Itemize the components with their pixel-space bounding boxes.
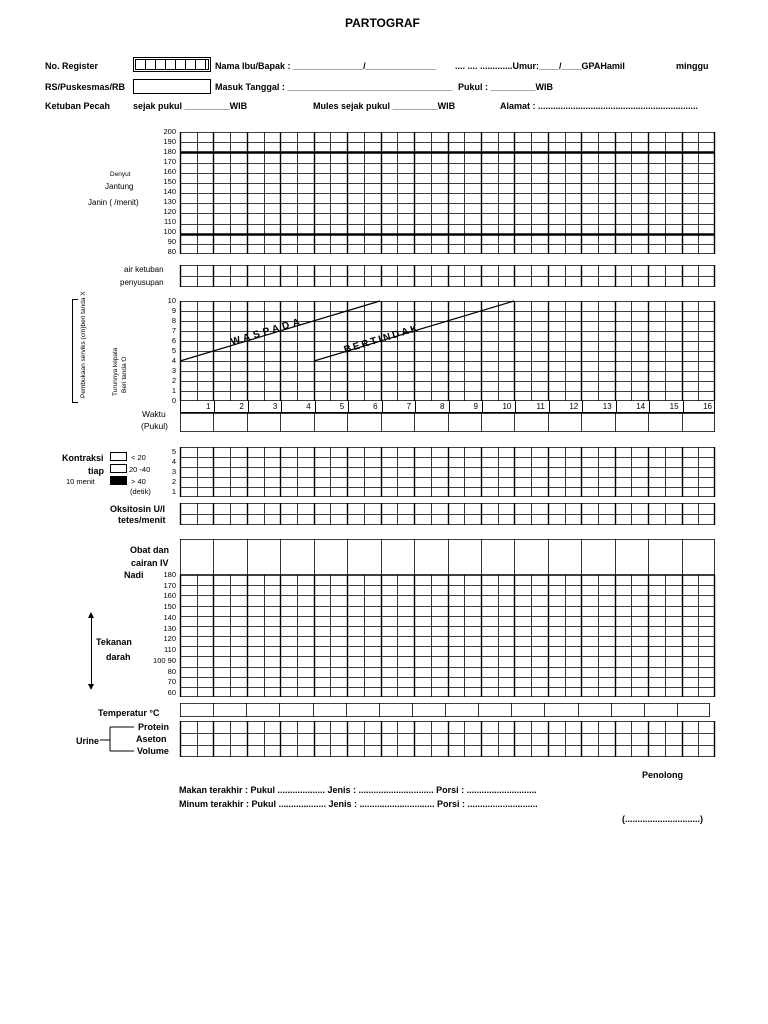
tetes-label: tetes/menit bbox=[118, 515, 166, 525]
penyusupan-label: penyusupan bbox=[120, 278, 164, 287]
axis-tick-label: 90 bbox=[167, 237, 176, 246]
pukul-field[interactable]: Pukul : _________WIB bbox=[458, 82, 554, 92]
arrow-up bbox=[88, 612, 94, 618]
axis-tick-label: 9 bbox=[171, 306, 176, 315]
djj-grid[interactable] bbox=[180, 132, 715, 254]
hour-label: 11 bbox=[536, 402, 545, 411]
sepuluh-menit-label: 10 menit bbox=[66, 477, 95, 486]
legend-20-40: 20 -40 bbox=[129, 465, 151, 474]
waktu-grid[interactable] bbox=[180, 413, 715, 432]
legend-detik: (detik) bbox=[130, 487, 151, 496]
bertindak-text: BERTINDAK bbox=[342, 322, 422, 356]
axis-tick-label: 190 bbox=[163, 137, 176, 146]
axis-tick-label: 150 bbox=[163, 602, 176, 612]
cairan-label: cairan IV bbox=[131, 558, 169, 568]
kontraksi-grid[interactable] bbox=[180, 447, 715, 497]
hour-label: 7 bbox=[406, 402, 412, 411]
axis-tick-label: 140 bbox=[163, 187, 176, 196]
air-ketuban-label: air ketuban bbox=[124, 265, 164, 274]
urine-bracket bbox=[100, 724, 136, 754]
hour-label: 16 bbox=[703, 402, 712, 411]
rs-box[interactable] bbox=[133, 79, 211, 94]
beri-tanda-o-vlabel: Beri tanda O bbox=[121, 356, 128, 393]
register-box[interactable] bbox=[133, 57, 211, 72]
hour-label: 15 bbox=[669, 402, 679, 411]
oksitosin-label: Oksitosin U/I bbox=[110, 504, 166, 514]
axis-tick-label: 7 bbox=[171, 326, 176, 335]
axis-tick-label: 1 bbox=[171, 386, 176, 395]
ketuban-pecah-label: Ketuban Pecah bbox=[45, 101, 111, 111]
protein-label: Protein bbox=[138, 722, 170, 732]
legend-under-20-box bbox=[110, 452, 127, 461]
axis-tick-label: 6 bbox=[171, 336, 176, 345]
rs-label: RS/Puskesmas/RB bbox=[45, 82, 126, 92]
legend-20-40-box bbox=[110, 464, 127, 473]
axis-tick-label: 120 bbox=[163, 634, 176, 644]
axis-tick-label: 100 bbox=[163, 227, 176, 236]
hour-label: 8 bbox=[440, 402, 445, 411]
hour-label: 4 bbox=[306, 402, 311, 411]
umur-field[interactable]: .... .... .............Umur:____/____GPAHamil bbox=[455, 61, 625, 71]
axis-tick-label: 180 bbox=[163, 147, 176, 156]
axis-tick-label: 140 bbox=[163, 612, 176, 622]
nadi-label: Nadi bbox=[124, 570, 144, 580]
axis-tick-label: 5 bbox=[171, 447, 176, 456]
djj-label-1: Denyut bbox=[110, 171, 131, 178]
action-lines bbox=[180, 301, 715, 401]
hour-label: 5 bbox=[339, 402, 345, 411]
hour-label: 6 bbox=[373, 402, 378, 411]
kontraksi-label: Kontraksi bbox=[62, 453, 104, 463]
no-register-label: No. Register bbox=[45, 61, 99, 71]
sejak-pukul-field[interactable]: sejak pukul _________WIB bbox=[133, 101, 248, 111]
legend-over-40: > 40 bbox=[131, 477, 146, 486]
axis-tick-label: 70 bbox=[167, 677, 176, 687]
axis-tick-label: 80 bbox=[167, 666, 176, 676]
pembukaan-serviks-vlabel: Pembukaan serviks (cm)beri tanda X bbox=[80, 291, 87, 398]
obat-grid[interactable] bbox=[180, 539, 715, 575]
axis-tick-label: 5 bbox=[171, 346, 176, 355]
volume-label: Volume bbox=[137, 746, 169, 756]
hours-row bbox=[180, 401, 715, 413]
urine-label: Urine bbox=[76, 736, 100, 746]
axis-tick-label: 110 bbox=[164, 217, 176, 226]
ketuban-grid[interactable] bbox=[180, 265, 715, 287]
nama-ibu-field[interactable]: Nama Ibu/Bapak : ______________/______________ bbox=[215, 61, 436, 71]
aseton-label: Aseton bbox=[136, 734, 167, 744]
axis-tick-label: 110 bbox=[164, 645, 176, 655]
urine-grid[interactable] bbox=[180, 721, 715, 757]
axis-tick-label: 3 bbox=[171, 366, 176, 375]
darah-label: darah bbox=[106, 652, 131, 662]
serviks-bracket bbox=[72, 299, 78, 403]
axis-tick-label: 4 bbox=[171, 356, 176, 365]
legend-under-20: < 20 bbox=[131, 453, 146, 462]
hour-label: 9 bbox=[473, 402, 478, 411]
axis-tick-label: 150 bbox=[163, 177, 176, 186]
waspada-text: WASPADA bbox=[229, 315, 305, 348]
axis-tick-label: 4 bbox=[171, 457, 176, 466]
tekanan-label: Tekanan bbox=[96, 637, 132, 647]
oksitosin-grid[interactable] bbox=[180, 503, 715, 525]
minggu-label: minggu bbox=[676, 61, 709, 71]
page-title: PARTOGRAF bbox=[345, 16, 420, 30]
djj-label-3: Janin ( /menit) bbox=[88, 198, 139, 207]
alamat-field[interactable]: Alamat : ................................................................ bbox=[500, 101, 699, 111]
axis-tick-label: 130 bbox=[163, 623, 176, 633]
axis-tick-label: 170 bbox=[163, 157, 176, 166]
axis-tick-label: 160 bbox=[163, 167, 176, 176]
axis-tick-label: 180 bbox=[163, 570, 176, 579]
djj-label-2: Jantung bbox=[105, 182, 134, 191]
axis-tick-label: 3 bbox=[171, 467, 176, 476]
hour-label: 2 bbox=[239, 402, 244, 411]
axis-tick-label: 8 bbox=[171, 316, 176, 325]
tiap-label: tiap bbox=[88, 466, 105, 476]
minum-terakhir-field[interactable]: Minum terakhir : Pukul ................... Jenis : .............................. Porsi : ............................ bbox=[179, 799, 538, 809]
nadi-tekanan-grid[interactable] bbox=[180, 575, 715, 697]
penolong-label: Penolong bbox=[642, 770, 683, 780]
obat-label: Obat dan bbox=[130, 545, 170, 555]
tekanan-arrow bbox=[91, 614, 92, 688]
arrow-down bbox=[88, 684, 94, 690]
axis-tick-label: 2 bbox=[171, 477, 176, 486]
axis-tick-label: 0 bbox=[171, 396, 176, 405]
hour-label: 1 bbox=[205, 402, 211, 411]
hour-label: 13 bbox=[602, 402, 612, 411]
temperatur-label: Temperatur °C bbox=[98, 708, 160, 718]
legend-over-40-box bbox=[110, 476, 127, 485]
axis-tick-label: 1 bbox=[171, 487, 176, 496]
signature-line[interactable]: (..............................) bbox=[622, 814, 704, 824]
mules-field[interactable]: Mules sejak pukul _________WIB bbox=[313, 101, 456, 111]
axis-tick-label: 200 bbox=[163, 127, 176, 136]
makan-terakhir-field[interactable]: Makan terakhir : Pukul ................... Jenis : .............................. Porsi : ............................ bbox=[179, 785, 537, 795]
axis-tick-label: 120 bbox=[163, 207, 176, 216]
hour-label: 14 bbox=[636, 402, 646, 411]
axis-tick-label: 10 bbox=[167, 296, 176, 305]
axis-tick-label: 80 bbox=[167, 247, 176, 256]
axis-tick-label: 100 90 bbox=[153, 655, 176, 665]
pukul-label: (Pukul) bbox=[141, 421, 168, 431]
axis-tick-label: 60 bbox=[167, 688, 176, 697]
hour-label: 3 bbox=[272, 402, 278, 411]
axis-tick-label: 170 bbox=[163, 580, 176, 590]
waktu-label: Waktu bbox=[142, 409, 166, 419]
axis-tick-label: 2 bbox=[171, 376, 176, 385]
turunnya-kepala-vlabel: Turunnya kepala bbox=[112, 347, 119, 396]
hour-label: 10 bbox=[502, 402, 512, 411]
axis-tick-label: 160 bbox=[163, 591, 176, 601]
masuk-tanggal-field[interactable]: Masuk Tanggal : _________________________________ bbox=[215, 82, 453, 92]
axis-tick-label: 130 bbox=[163, 197, 176, 206]
temperatur-grid[interactable] bbox=[180, 703, 710, 717]
hour-label: 12 bbox=[569, 402, 579, 411]
